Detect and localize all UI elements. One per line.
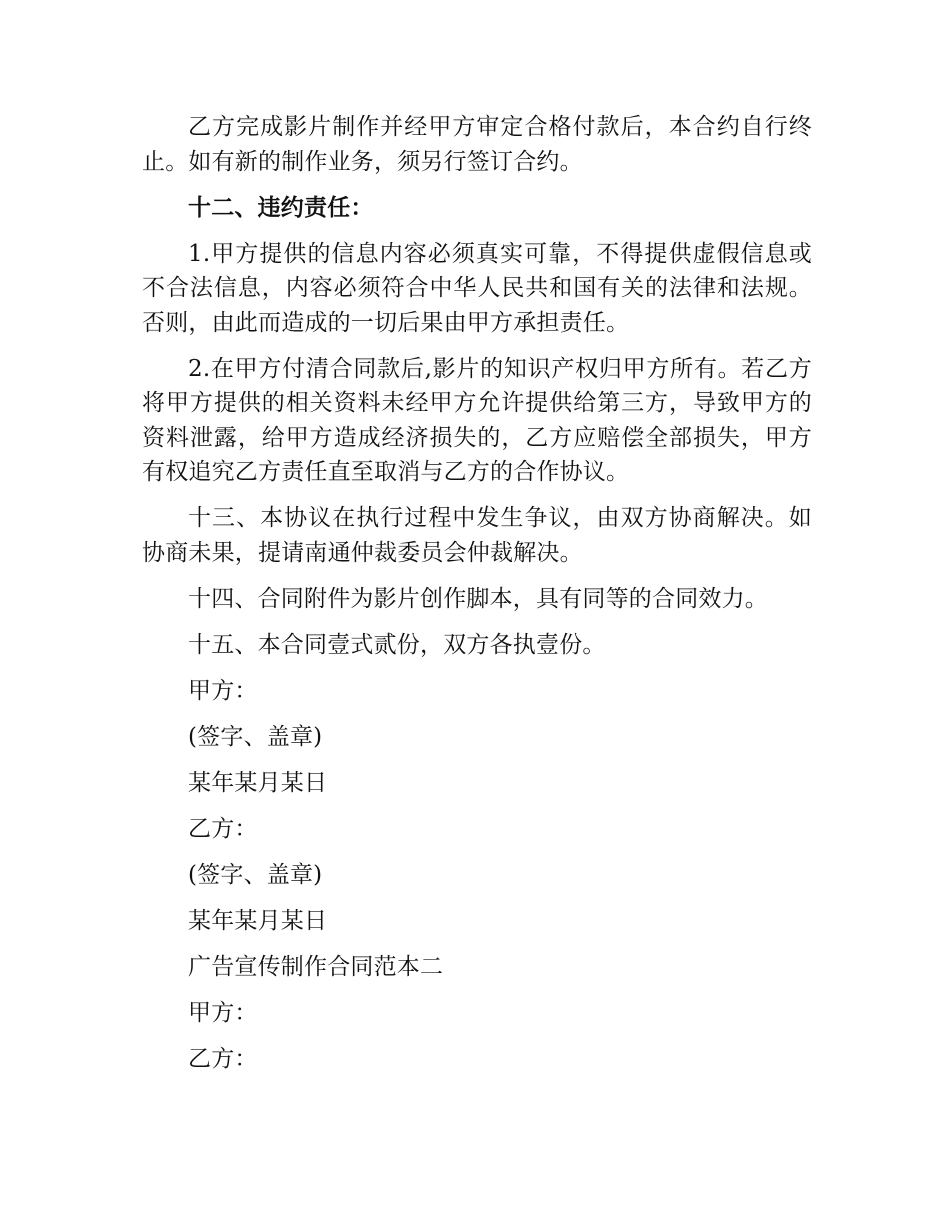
- template-two-party-a-label: 甲方：: [188, 999, 258, 1026]
- section-14-paragraph: 十四、合同附件为影片创作脚本，具有同等的合同效力。: [188, 585, 768, 612]
- clause-1-paragraph: 1.甲方提供的信息内容必须真实可靠，不得提供虚假信息或不合法信息，内容必须符合中华人民共和国有关的法律和法规。否则，由此而造成的一切后果由甲方承担责任。: [142, 240, 812, 336]
- party-a-signature-note: (签字、盖章): [188, 723, 323, 750]
- template-two-party-b-label: 乙方：: [188, 1045, 258, 1072]
- section-13-paragraph: 十三、本协议在执行过程中发生争议，由双方协商解决。如协商未果，提请南通仲裁委员会仲裁解决。: [142, 505, 812, 566]
- section-heading-breach-liability: 十二、违约责任：: [188, 193, 374, 221]
- clause-2-paragraph: 2.在甲方付清合同款后,影片的知识产权归甲方所有。若乙方将甲方提供的相关资料未经甲方允许提供给第三方，导致甲方的资料泄露，给甲方造成经济损失的，乙方应赔偿全部损失，甲方有权追究乙方责任直至取消与乙方的合作协议。: [142, 355, 812, 485]
- section-15-paragraph: 十五、本合同壹式贰份，双方各执壹份。: [188, 631, 606, 658]
- termination-paragraph: 乙方完成影片制作并经甲方审定合格付款后，本合约自行终止。如有新的制作业务，须另行签订合约。: [142, 114, 812, 175]
- party-a-label: 甲方：: [188, 677, 258, 704]
- document-page: [142, 110, 812, 1088]
- party-b-signature-note: (签字、盖章): [188, 861, 323, 888]
- template-two-title: 广告宣传制作合同范本二: [188, 953, 444, 980]
- party-b-date: 某年某月某日: [188, 907, 328, 934]
- party-a-date: 某年某月某日: [188, 769, 328, 796]
- party-b-label: 乙方：: [188, 815, 258, 842]
